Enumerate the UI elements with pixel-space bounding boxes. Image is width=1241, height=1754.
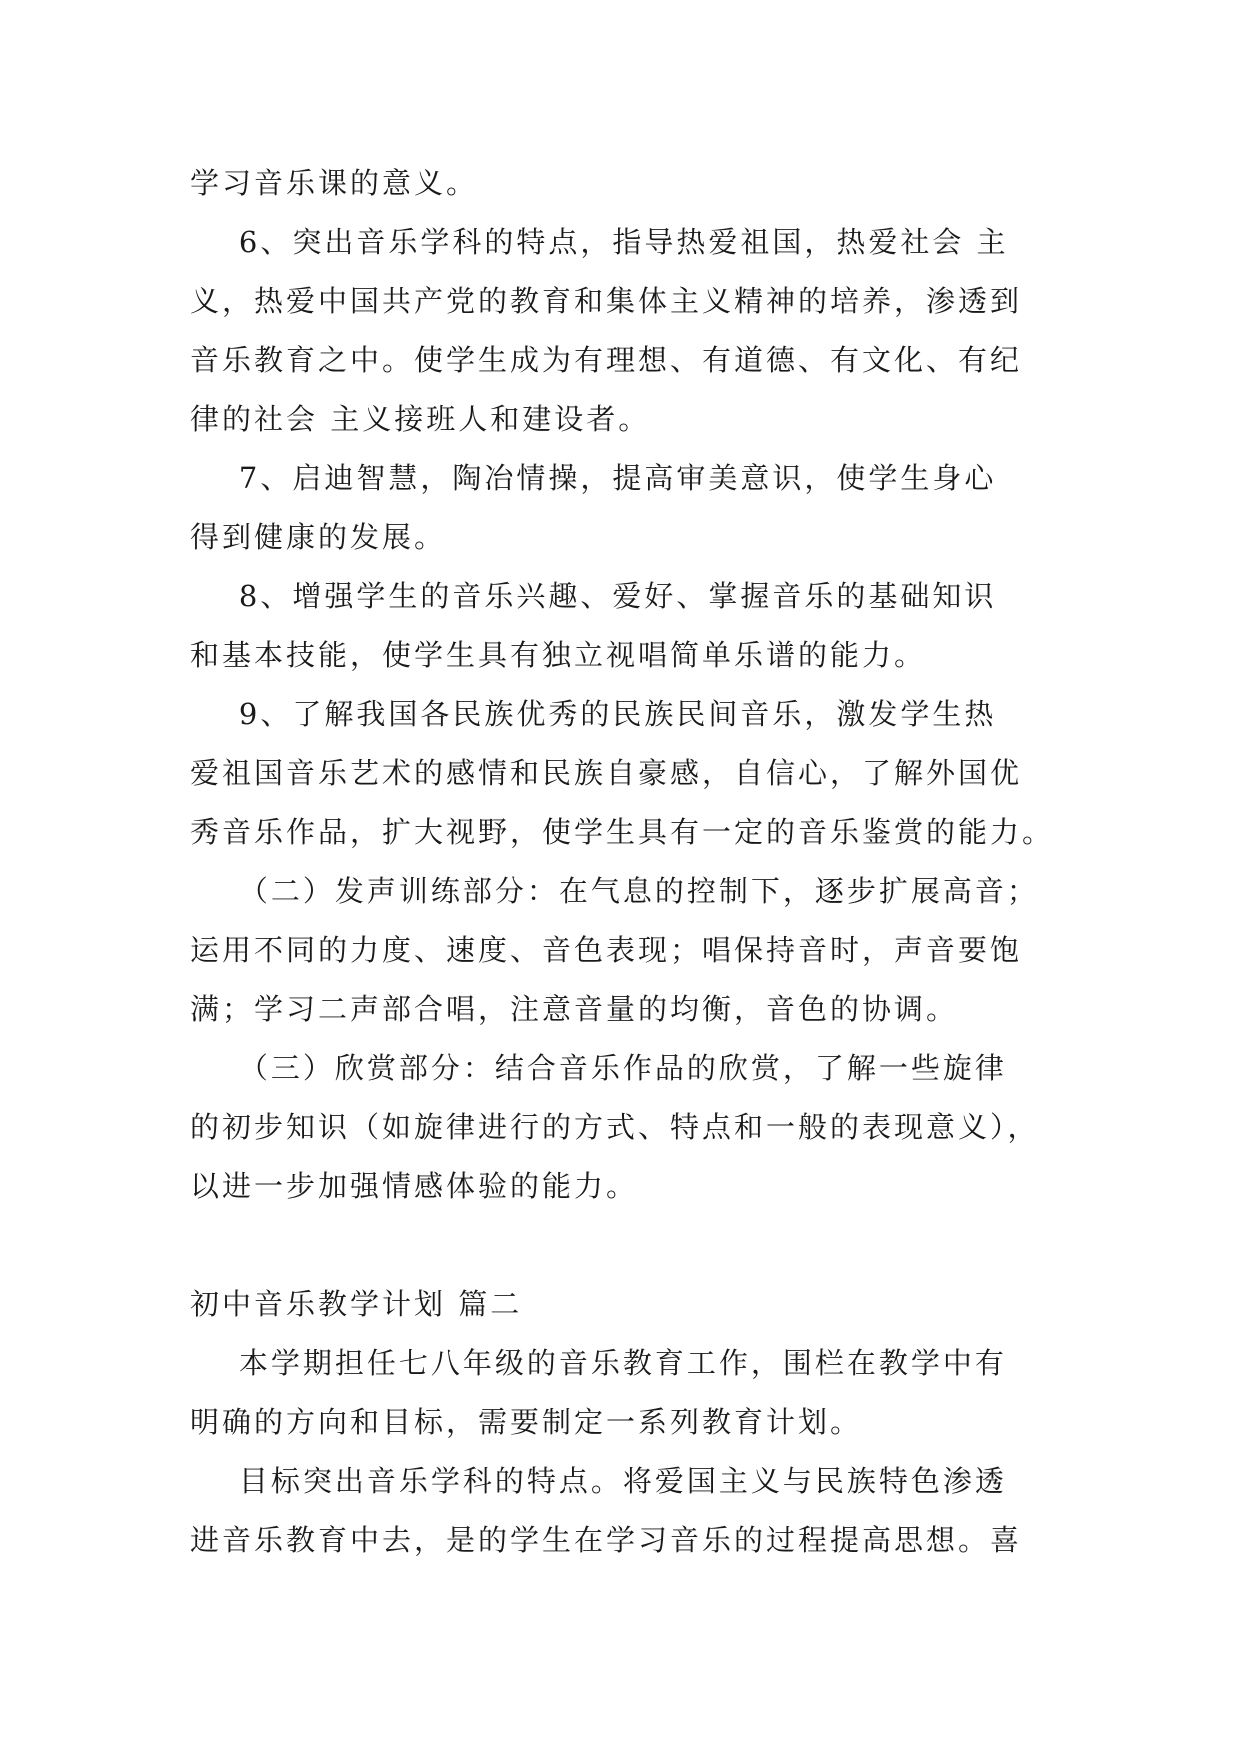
text-line: 秀音乐作品，扩大视野，使学生具有一定的音乐鉴赏的能力。	[190, 815, 1055, 849]
text-line: 得到健康的发展。	[190, 520, 447, 554]
text-line: 进音乐教育中去，是的学生在学习音乐的过程提高思想。喜	[190, 1523, 1023, 1557]
text-line: 运用不同的力度、速度、音色表现；唱保持音时，声音要饱	[190, 933, 1023, 967]
text-line: 目标突出音乐学科的特点。将爱国主义与民族特色渗透	[190, 1464, 1007, 1498]
text-line: （二）发声训练部分：在气息的控制下，逐步扩展高音；	[190, 874, 1039, 908]
text-line: 明确的方向和目标，需要制定一系列教育计划。	[190, 1405, 863, 1439]
text-line: 学习音乐课的意义。	[190, 166, 479, 200]
text-line: 爱祖国音乐艺术的感情和民族自豪感，自信心，了解外国优	[190, 756, 1023, 790]
section-gap	[190, 1216, 1070, 1275]
text-line: 本学期担任七八年级的音乐教育工作，围栏在教学中有	[190, 1346, 1007, 1380]
text-line: （三）欣赏部分：结合音乐作品的欣赏，了解一些旋律	[190, 1051, 1007, 1085]
text-line: 义，热爱中国共产党的教育和集体主义精神的培养，渗透到	[190, 284, 1023, 318]
text-line: 6、突出音乐学科的特点，指导热爱祖国，热爱社会 主	[190, 225, 1009, 259]
text-line: 音乐教育之中。使学生成为有理想、有道德、有文化、有纪	[190, 343, 1023, 377]
text-line: 7、启迪智慧，陶冶情操，提高审美意识，使学生身心	[190, 461, 997, 495]
text-line: 8、增强学生的音乐兴趣、爱好、掌握音乐的基础知识	[190, 579, 997, 613]
text-line: 满；学习二声部合唱，注意音量的均衡，音色的协调。	[190, 992, 959, 1026]
text-line: 和基本技能，使学生具有独立视唱简单乐谱的能力。	[190, 638, 927, 672]
text-line: 9、了解我国各民族优秀的民族民间音乐，激发学生热	[190, 697, 997, 731]
text-line: 律的社会 主义接班人和建设者。	[190, 402, 651, 436]
section-title: 初中音乐教学计划 篇二	[190, 1287, 523, 1321]
text-line: 以进一步加强情感体验的能力。	[190, 1169, 639, 1203]
document-page	[190, 154, 1070, 1570]
text-line: 的初步知识（如旋律进行的方式、特点和一般的表现意义），	[190, 1110, 1040, 1144]
